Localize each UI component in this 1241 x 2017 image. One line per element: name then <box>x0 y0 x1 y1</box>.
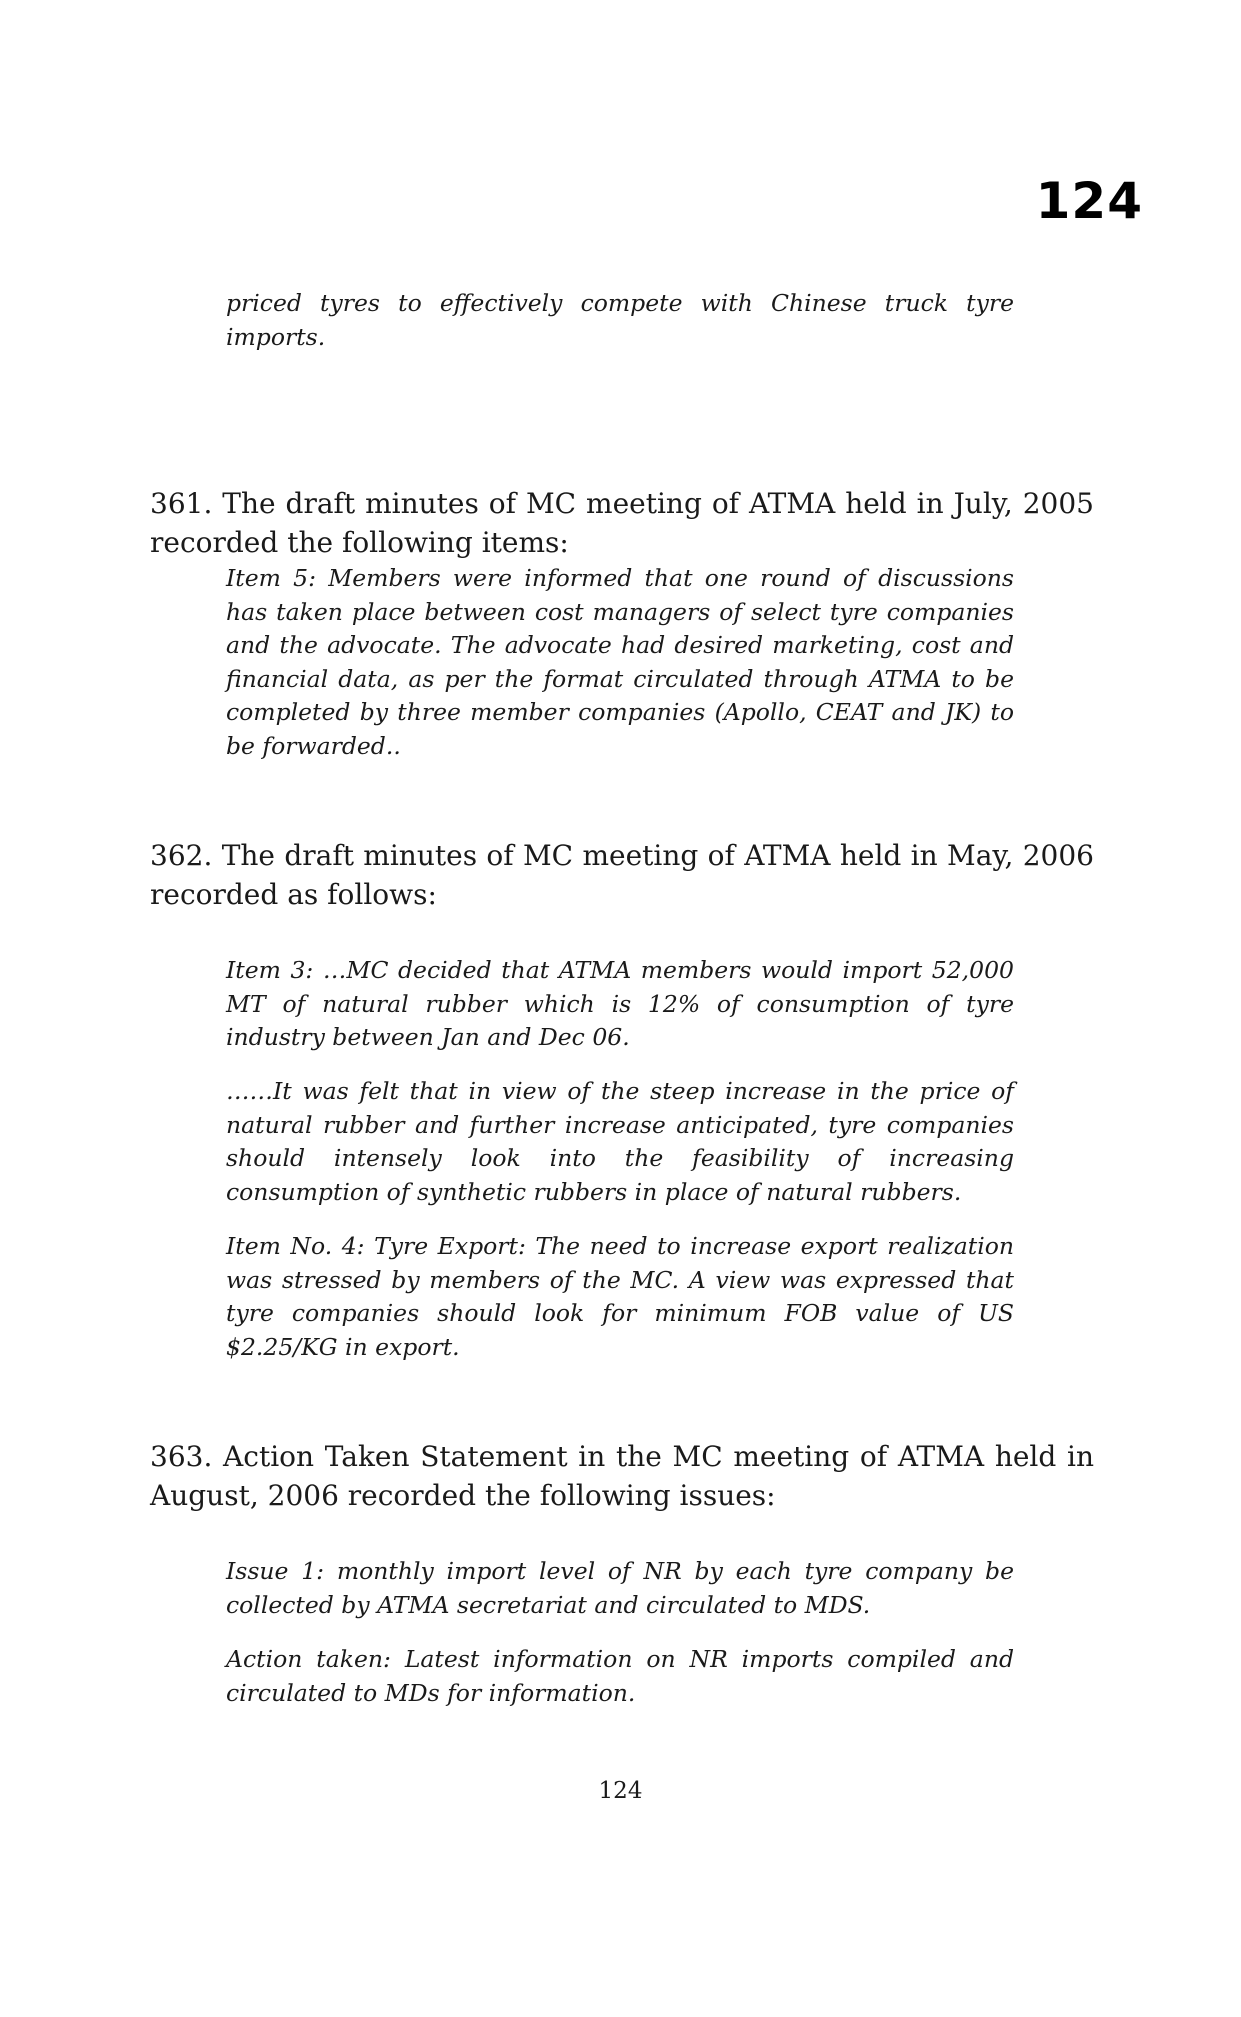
quote-362-item-3: Item 3: …MC decided that ATMA members would import 52,000 MT of natural rubber which is 12% of consumption of tyre industry between Jan and Dec 06. <box>226 956 1014 1051</box>
quote-362-natural-rubber: ……It was felt that in view of the steep increase in the price of natural rubber and further increase anticipated, tyre companies should intensely look into the feasibility of increasing consumption of synthetic rubbers in place of natural rubbers. <box>226 1077 1014 1206</box>
quote-363-action-taken: Action taken: Latest information on NR imports compiled and circulated to MDs for information. <box>226 1645 1014 1707</box>
continuation-quote: priced tyres to effectively compete with Chinese truck tyre imports. <box>226 289 1014 351</box>
paragraph-361: 361. The draft minutes of MC meeting of ATMA held in July, 2005 recorded the following items: <box>150 487 1094 559</box>
paragraph-362: 362. The draft minutes of MC meeting of ATMA held in May, 2006 recorded as follows: <box>150 839 1094 911</box>
quote-362-item-4: Item No. 4: Tyre Export: The need to increase export realization was stressed by members of the MC. A view was expressed that tyre companies should look for minimum FOB value of US $2.25/KG in export. <box>226 1232 1014 1361</box>
quote-363-issue-1: Issue 1: monthly import level of NR by each tyre company be collected by ATMA secretariat and circulated to MDS. <box>226 1557 1014 1619</box>
page-number-header: 124 <box>1035 172 1143 230</box>
quote-361-item-5: Item 5: Members were informed that one round of discussions has taken place between cost managers of select tyre companies and the advocate. The advocate had desired marketing, cost and financial data, as per the format circulated through ATMA to be completed by three member companies (Apollo, CEAT and JK) to be forwarded.. <box>226 564 1014 760</box>
paragraph-363: 363. Action Taken Statement in the MC meeting of ATMA held in August, 2006 recorded the following issues: <box>150 1440 1094 1512</box>
page-number-footer: 124 <box>598 1778 643 1804</box>
